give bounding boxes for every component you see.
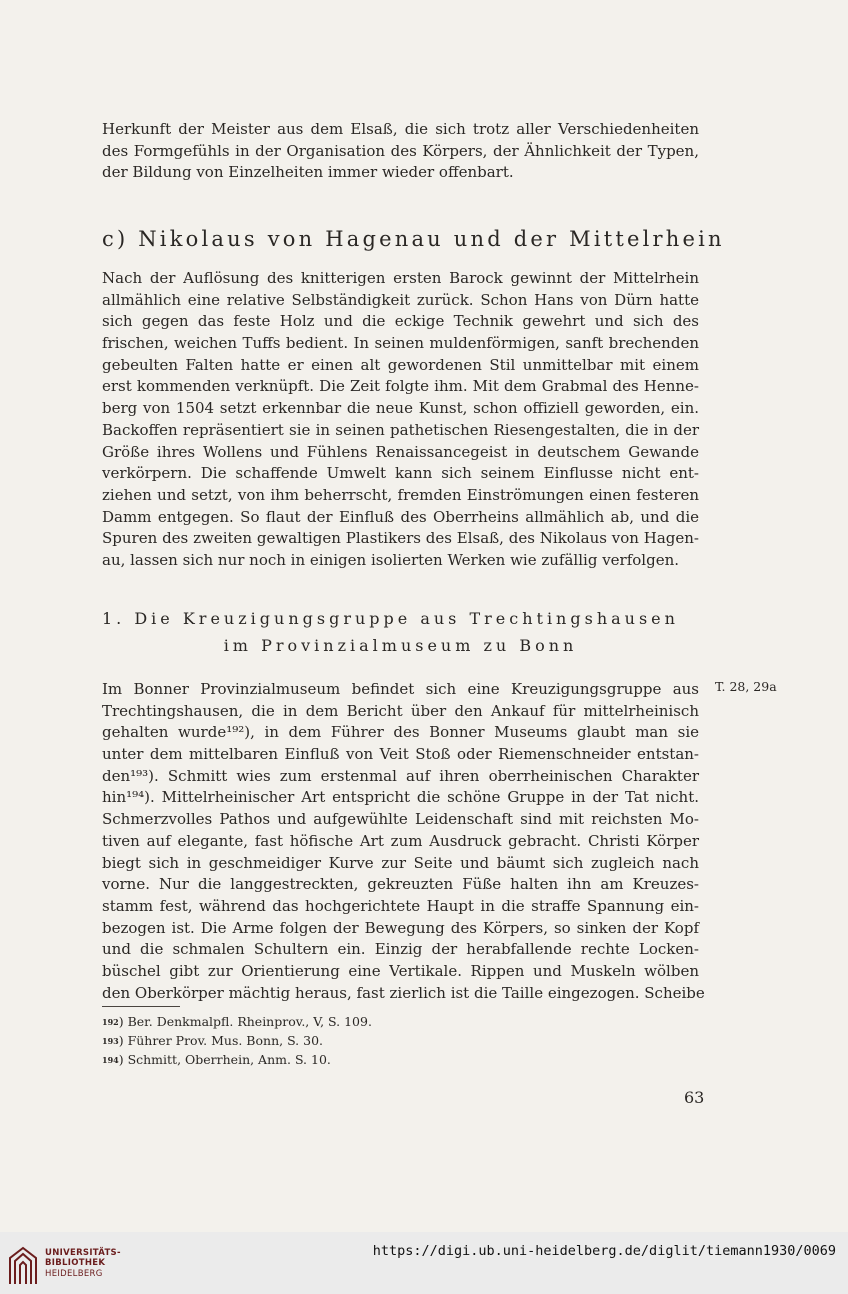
text-line: au, lassen sich nur noch in einigen isolierten Werken wie zufällig verfolgen.: [102, 550, 680, 569]
text-line: frischen, weichen Tuffs bedient. In seinen muldenförmigen, sanft brechenden: [102, 334, 699, 353]
text-line: Spuren des zweiten gewaltigen Plastikers des Elsaß, des Nikolaus von Hagen-: [102, 529, 699, 548]
text-line: den¹⁹³). Schmitt wies zum erstenmal auf ihren oberrheinischen Charakter: [102, 766, 699, 785]
text-line: gehalten wurde¹⁹²), in dem Führer des Bonner Museums glaubt man sie: [102, 723, 699, 742]
text-line: hin¹⁹⁴). Mittelrheinischer Art entspricht die schöne Gruppe in der Tat nicht.: [102, 788, 699, 807]
text-line: unter dem mittelbaren Einfluß von Veit Stoß oder Riemenschneider entstan-: [102, 745, 699, 764]
footnote-text: Führer Prov. Mus. Bonn, S. 30.: [127, 1033, 324, 1048]
footnote: $^{192}$) Ber. Denkmalpfl. Rheinprov., V, S. 109.: [102, 1014, 372, 1029]
text-line: vorne. Nur die langgestreckten, gekreuzten Füße halten ihn am Kreuzes-: [102, 875, 699, 894]
text-line: tiven auf elegante, fast höfische Art zum Ausdruck gebracht. Christi Körper: [102, 831, 699, 850]
footnote-text: Ber. Denkmalpfl. Rheinprov., V, S. 109.: [127, 1014, 372, 1029]
footnote-mark: 193: [102, 1036, 119, 1046]
text-line: Im Bonner Provinzialmuseum befindet sich eine Kreuzigungsgruppe aus: [102, 680, 699, 698]
text-line: verkörpern. Die schaffende Umwelt kann sich seinem Einflusse nicht ent-: [102, 464, 699, 483]
library-name-line1: UNIVERSITÄTS-: [45, 1248, 121, 1258]
text-line: Nach der Auflösung des knitterigen ersten Barock gewinnt der Mittelrhein: [102, 269, 699, 287]
text-line: biegt sich in geschmeidiger Kurve zur Seite und bäumt sich zugleich nach: [102, 853, 699, 872]
footnote-text: Schmitt, Oberrhein, Anm. S. 10.: [127, 1052, 331, 1067]
permalink-url[interactable]: https://digi.ub.uni-heidelberg.de/diglit/tiemann1930/0069: [372, 1243, 836, 1259]
text-line: Größe ihres Wollens und Fühlens Renaissancegeist in deutschem Gewande: [102, 442, 699, 461]
footnote-mark: 192: [102, 1017, 119, 1027]
text-line: des Formgefühls in der Organisation des Körpers, der Ähnlichkeit der Typen,: [102, 141, 699, 160]
margin-plate-reference: T. 28, 29a: [715, 679, 777, 694]
text-line: Schmerzvolles Pathos und aufgewühlte Leidenschaft sind mit reichsten Mo-: [102, 810, 699, 829]
text-line: Herkunft der Meister aus dem Elsaß, die sich trotz aller Verschiedenheiten: [102, 120, 699, 138]
text-line: allmählich eine relative Selbständigkeit zurück. Schon Hans von Dürn hatte: [102, 290, 699, 309]
text-line: Backoffen repräsentiert sie in seinen pathetischen Riesengestalten, die in der: [102, 420, 699, 439]
library-name-line2: BIBLIOTHEK: [45, 1258, 106, 1269]
text-line: und die schmalen Schultern ein. Einzig der herabfallende rechte Locken-: [102, 940, 699, 959]
text-line: berg von 1504 setzt erkennbar die neue Kunst, schon offiziell geworden, ein.: [102, 399, 699, 418]
section-paragraph: [102, 268, 699, 572]
main-paragraph: [102, 679, 705, 1004]
text-line: der Bildung von Einzelheiten immer wieder offenbart.: [102, 163, 514, 182]
text-line: sich gegen das feste Holz und die eckige Technik gewehrt und sich des: [102, 312, 699, 331]
text-line: Trechtingshausen, die in dem Bericht über den Ankauf für mittelrheinisch: [102, 701, 699, 720]
university-library-logo-icon: [8, 1244, 38, 1286]
section-heading: c) Nikolaus von Hagenau und der Mittelrhein: [102, 227, 725, 251]
text-line: büschel gibt zur Orientierung eine Vertikale. Rippen und Muskeln wölben: [102, 961, 699, 980]
text-line: gebeulten Falten hatte er einen alt gewordenen Stil unmittelbar mit einem: [102, 355, 699, 374]
subsection-heading-line2: im Provinzialmuseum zu Bonn: [223, 636, 578, 655]
footer-bar: [0, 1232, 848, 1294]
text-line: stamm fest, während das hochgerichtete Haupt in die straffe Spannung ein-: [102, 896, 699, 915]
text-line: Damm entgegen. So flaut der Einfluß des Oberrheins allmählich ab, und die: [102, 507, 699, 526]
intro-paragraph: [102, 119, 699, 184]
footnote-mark: 194: [102, 1055, 119, 1065]
text-line: erst kommenden verknüpft. Die Zeit folgte ihm. Mit dem Grabmal des Henne-: [102, 377, 699, 396]
text-line: bezogen ist. Die Arme folgen der Bewegung des Körpers, so sinken der Kopf: [102, 918, 699, 937]
subsection-heading: 1. Die Kreuzigungsgruppe aus Trechtingshausen: [102, 609, 679, 628]
library-name: [45, 1248, 121, 1279]
footnote: $^{194}$) Schmitt, Oberrhein, Anm. S. 10.: [102, 1052, 331, 1067]
text-line: ziehen und setzt, von ihm beherrscht, fremden Einströmungen einen festeren: [102, 485, 699, 504]
library-name-line3: HEIDELBERG: [45, 1268, 103, 1279]
text-line: den Oberkörper mächtig heraus, fast zierlich ist die Taille eingezogen. Scheibe: [102, 983, 705, 1002]
page-number: 63: [684, 1088, 705, 1107]
footnote: $^{193}$) Führer Prov. Mus. Bonn, S. 30.: [102, 1033, 324, 1048]
footnote-divider: [102, 1006, 180, 1007]
